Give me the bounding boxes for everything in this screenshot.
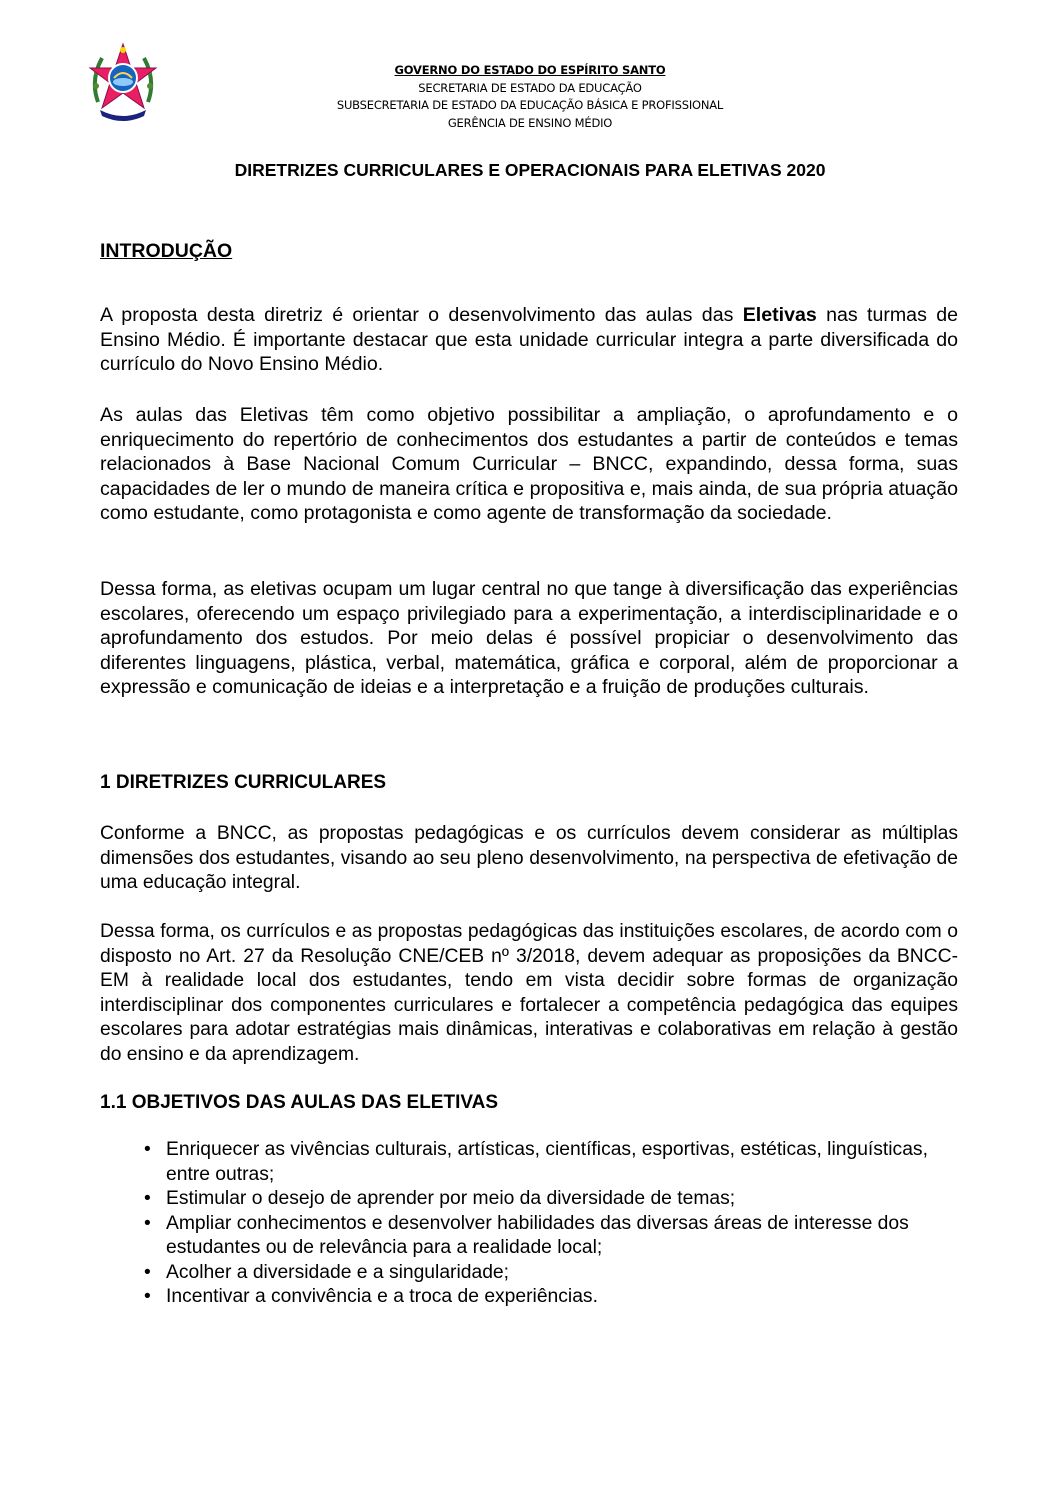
intro-paragraph-1 xyxy=(100,303,958,377)
intro-paragraph-2: As aulas das Eletivas têm como objetivo possibilitar a ampliação, o aprofundamento e o enriquecimento do repertório de conhecimentos dos estudantes a partir de conteúdos e temas relacionados à Base Nacional Comum Curricular – BNCC, expandindo, dessa forma, suas capacidades de ler o mundo de maneira crítica e propositiva e, mais ainda, de sua própria atuação como estudante, como protagonista e como agente de transformação da sociedade. xyxy=(100,404,958,525)
objective-text: Incentivar a convivência e a troca de experiências. xyxy=(166,1286,598,1307)
objective-text: Estimular o desejo de aprender por meio da diversidade de temas; xyxy=(166,1188,736,1209)
header-subsecretariat-line: SUBSECRETARIA DE ESTADO DA EDUCAÇÃO BÁSICA E PROFISSIONAL xyxy=(336,98,724,112)
document-title: DIRETRIZES CURRICULARES E OPERACIONAIS PARA ELETIVAS 2020 xyxy=(234,160,826,180)
intro-p1-text-start: A proposta desta diretriz é orientar o desenvolvimento das aulas das xyxy=(100,304,743,326)
bullet-icon: • xyxy=(144,1139,151,1160)
introduction-heading: INTRODUÇÃO xyxy=(100,240,233,262)
bullet-icon: • xyxy=(144,1286,151,1307)
list-item xyxy=(100,1261,958,1286)
objective-text: Acolher a diversidade e a singularidade; xyxy=(166,1261,509,1283)
list-item xyxy=(100,1138,958,1187)
header-management-line: GERÊNCIA DE ENSINO MÉDIO xyxy=(447,115,613,130)
section-1-paragraph-2: Dessa forma, os currículos e as propostas pedagógicas das instituições escolares, de acordo com o disposto no Art. 27 da Resolução CNE/CEB nº 3/2018, devem adequar as proposições da BNCC-EM à realidade local dos estudantes, tendo em vista decidir sobre formas de organização interdisciplinar dos componentes curriculares e fortalecer a competência pedagógica das equipes escolares para adotar estratégias mais dinâmicas, interativas e colaborativas em relação à gestão do ensino e da aprendizagem. xyxy=(100,921,958,1065)
objectives-list xyxy=(100,1138,958,1310)
section-1-1-heading: 1.1 OBJETIVOS DAS AULAS DAS ELETIVAS xyxy=(100,1092,499,1113)
header-government-line: GOVERNO DO ESTADO DO ESPÍRITO SANTO xyxy=(394,63,666,77)
bullet-icon: • xyxy=(144,1188,151,1209)
intro-p1-bold-term: Eletivas xyxy=(742,304,817,326)
objective-text: Enriquecer as vivências culturais, artísticas, científicas, esportivas, estéticas, linguísticas, entre outras; xyxy=(166,1139,928,1185)
objective-text: Ampliar conhecimentos e desenvolver habilidades das diversas áreas de interesse dos estudantes ou de relevância para a realidade local; xyxy=(166,1212,909,1258)
bullet-icon: • xyxy=(144,1261,151,1283)
institution-header xyxy=(300,62,760,132)
state-coat-of-arms-logo xyxy=(88,40,158,122)
section-1-heading: 1 DIRETRIZES CURRICULARES xyxy=(100,772,387,793)
list-item xyxy=(100,1285,958,1310)
list-item xyxy=(100,1212,958,1261)
header-secretariat-line: SECRETARIA DE ESTADO DA EDUCAÇÃO xyxy=(418,80,642,95)
intro-p1-text-end: nas turmas de Ensino Médio. É importante destacar que esta unidade curricular integra a parte diversificada do currículo do Novo Ensino Médio. xyxy=(100,304,958,376)
list-item xyxy=(100,1187,958,1212)
section-1-paragraph-1: Conforme a BNCC, as propostas pedagógicas e os currículos devem considerar as múltiplas dimensões dos estudantes, visando ao seu pleno desenvolvimento, na perspectiva de efetivação de uma educação integral. xyxy=(100,823,958,893)
intro-paragraph-3: Dessa forma, as eletivas ocupam um lugar central no que tange à diversificação das experiências escolares, oferecendo um espaço privilegiado para a experimentação, a interdisciplinaridade e o aprofundamento dos estudos. Por meio delas é possível propiciar o desenvolvimento das diferentes linguagens, plástica, verbal, matemática, gráfica e corporal, além de proporcionar a expressão e comunicação de ideias e a interpretação e a fruição de produções culturais. xyxy=(100,578,958,699)
bullet-icon: • xyxy=(144,1212,151,1234)
